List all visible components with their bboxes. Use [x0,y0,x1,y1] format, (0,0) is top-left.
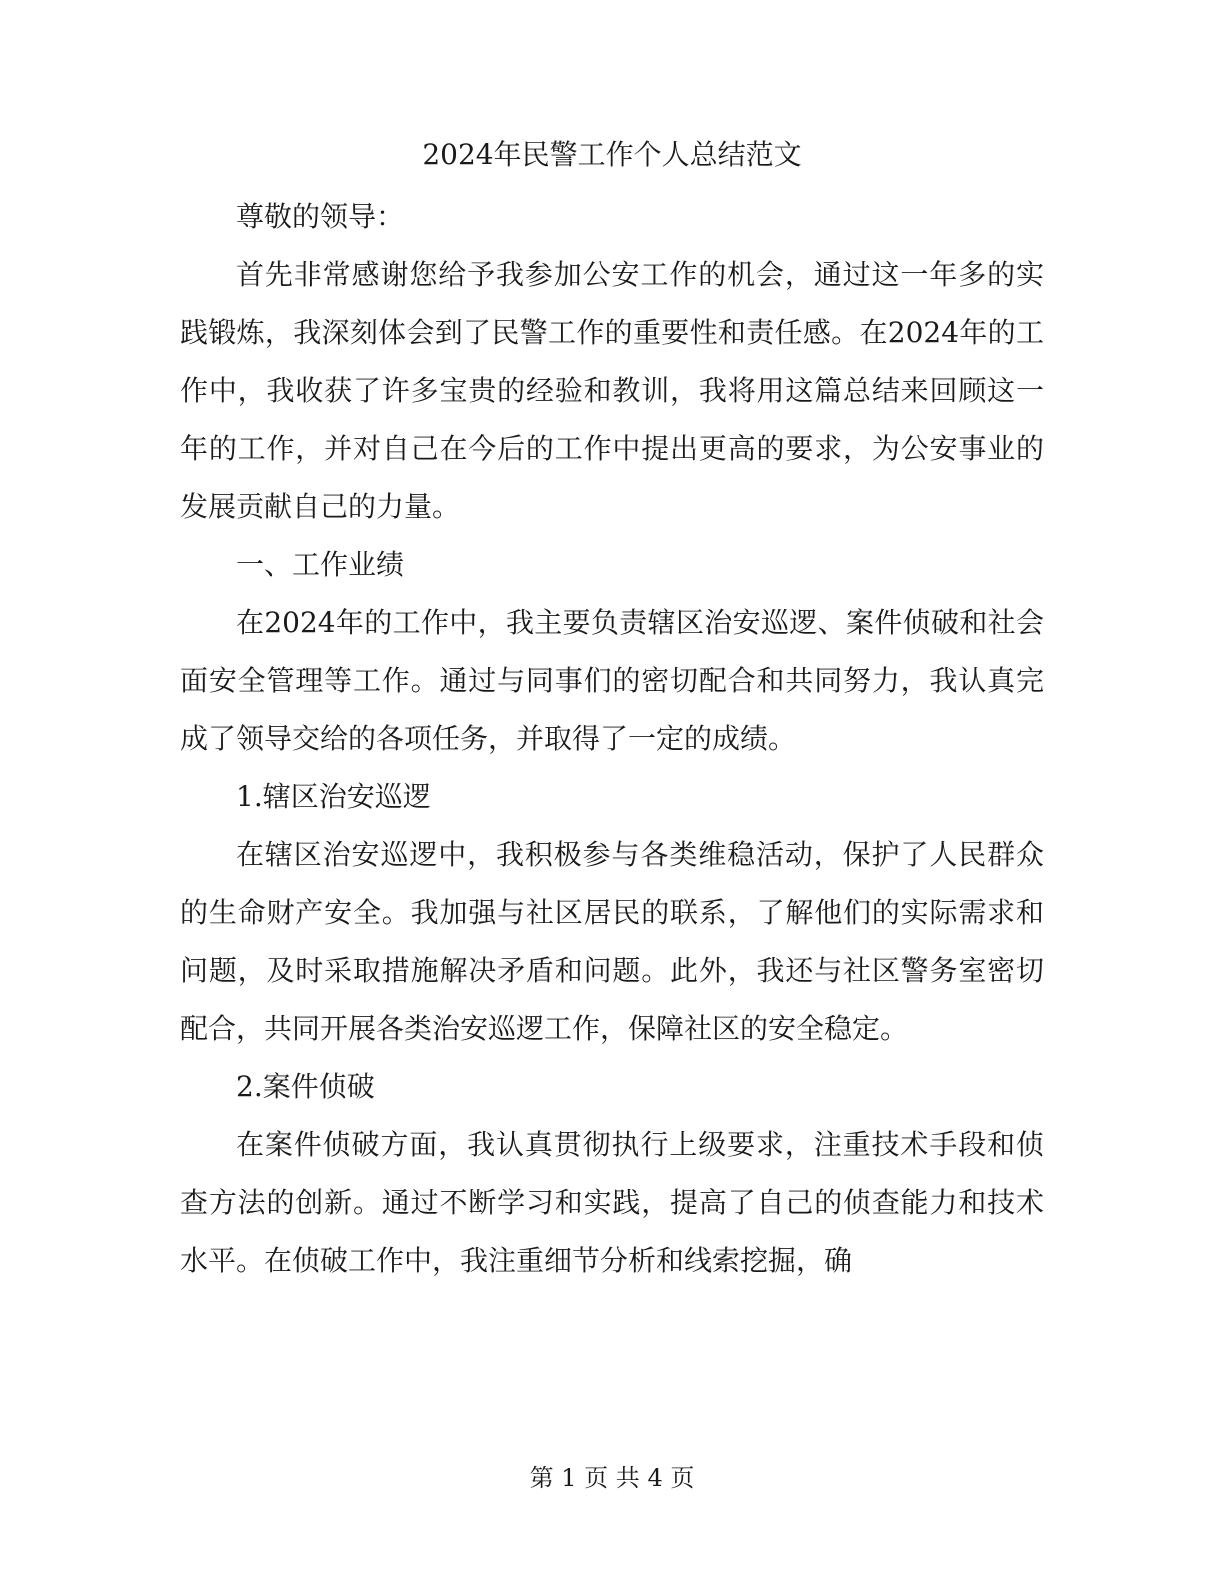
subsection-heading-patrol: 1.辖区治安巡逻 [236,780,431,813]
subsection-heading-case-solving: 2.案件侦破 [236,1070,375,1103]
document-title: 2024年民警工作个人总结范文 [422,138,802,171]
page-number-footer: 第 1 页 共 4 页 [529,1464,695,1492]
document-body [180,130,1044,1290]
section-heading-work-achievements: 一、工作业绩 [236,548,405,581]
patrol-paragraph: 在辖区治安巡逻中，我积极参与各类维稳活动，保护了人民群众的生命财产安全。我加强与社区居民的联系，了解他们的实际需求和问题，及时采取措施解决矛盾和问题。此外，我还与社区警务室密切配合，共同开展各类治安巡逻工作，保障社区的安全稳定。 [180,838,1044,1045]
case-solving-paragraph: 在案件侦破方面，我认真贯彻执行上级要求，注重技术手段和侦查方法的创新。通过不断学习和实践，提高了自己的侦查能力和技术水平。在侦破工作中，我注重细节分析和线索挖掘，确 [180,1128,1044,1277]
salutation: 尊敬的领导： [236,200,405,233]
work-achievements-paragraph: 在2024年的工作中，我主要负责辖区治安巡逻、案件侦破和社会面安全管理等工作。通过与同事们的密切配合和共同努力，我认真完成了领导交给的各项任务，并取得了一定的成绩。 [180,606,1044,755]
intro-paragraph: 首先非常感谢您给予我参加公安工作的机会，通过这一年多的实践锻炼，我深刻体会到了民警工作的重要性和责任感。在2024年的工作中，我收获了许多宝贵的经验和教训，我将用这篇总结来回顾这一年的工作，并对自己在今后的工作中提出更高的要求，为公安事业的发展贡献自己的力量。 [180,258,1044,523]
